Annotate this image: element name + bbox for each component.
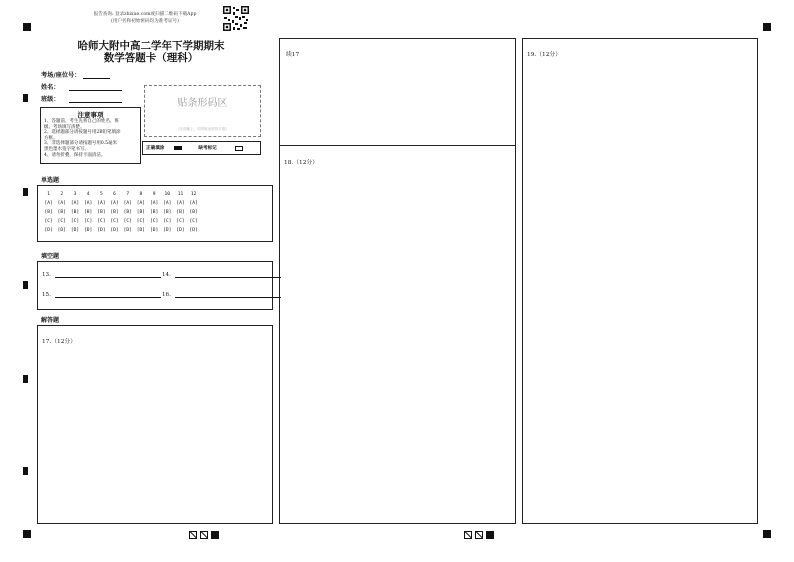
- fill-legend: [142, 141, 261, 155]
- option-b-bubble[interactable]: [B]: [70, 210, 80, 215]
- timing-mark: [23, 94, 28, 102]
- question-17-continued-label: 续17: [286, 52, 300, 58]
- option-c-bubble[interactable]: [C]: [84, 219, 93, 224]
- barcode-area: [144, 85, 261, 137]
- corner-mark: [23, 530, 31, 538]
- divider: [280, 145, 515, 146]
- option-a-bubble[interactable]: [A]: [123, 201, 132, 206]
- page-marks: [189, 531, 219, 539]
- single-choice-grid: [37, 185, 273, 242]
- option-c-bubble[interactable]: [C]: [110, 219, 119, 224]
- choice-number: 2: [60, 192, 64, 197]
- filled-sample: [174, 146, 182, 150]
- fill-blank-heading: 填空题: [41, 253, 60, 260]
- option-d-bubble[interactable]: [D]: [70, 228, 80, 233]
- option-c-bubble[interactable]: [C]: [57, 219, 66, 224]
- question-18-label: 18.（12分）: [284, 160, 318, 166]
- option-d-bubble[interactable]: [D]: [57, 228, 66, 233]
- option-d-bubble[interactable]: [D]: [97, 228, 106, 233]
- option-a-bubble[interactable]: [A]: [176, 201, 185, 206]
- option-a-bubble[interactable]: [A]: [57, 201, 66, 206]
- choice-number-row: [42, 190, 268, 199]
- choice-number: 9: [152, 192, 156, 197]
- corner-mark: [763, 530, 771, 538]
- fill-blank-box: [37, 261, 273, 310]
- single-choice-heading: 单选题: [41, 177, 60, 184]
- blank-14[interactable]: [162, 272, 281, 278]
- notice-line: 4、请勿折叠，保持卡面清洁。: [44, 152, 106, 158]
- option-a-bubble[interactable]: [A]: [44, 201, 53, 206]
- choice-number: 8: [139, 192, 143, 197]
- question-19-label: 19.（12分）: [527, 52, 561, 58]
- option-a-bubble[interactable]: [A]: [110, 201, 119, 206]
- page-title: 哈师大附中高二学年下学期期末: [77, 40, 225, 52]
- option-c-bubble[interactable]: [C]: [97, 219, 106, 224]
- choice-number: 7: [126, 192, 130, 197]
- option-b-bubble[interactable]: [B]: [123, 210, 132, 215]
- option-d-bubble[interactable]: [D]: [110, 228, 119, 233]
- qr-code-icon: [222, 5, 250, 32]
- option-b-bubble[interactable]: [B]: [110, 210, 119, 215]
- choice-number: 6: [113, 192, 116, 197]
- exam-seat-field[interactable]: [41, 70, 110, 79]
- option-b-bubble[interactable]: [B]: [97, 210, 106, 215]
- option-b-bubble[interactable]: [B]: [189, 210, 198, 215]
- option-d-bubble[interactable]: [D]: [136, 228, 146, 233]
- option-a-bubble[interactable]: [A]: [136, 201, 146, 206]
- option-c-bubble[interactable]: [C]: [189, 219, 198, 224]
- crossed-box-icon: [464, 531, 472, 539]
- option-a-bubble[interactable]: [A]: [70, 201, 80, 206]
- corner-mark: [23, 23, 31, 31]
- option-d-bubble[interactable]: [D]: [149, 228, 159, 233]
- notice-heading: 注意事项: [77, 111, 104, 119]
- filled-box-icon: [211, 531, 219, 539]
- option-c-bubble[interactable]: [C]: [44, 219, 53, 224]
- report-note-line2: (用户名和初始密码均为准考证号): [111, 19, 179, 24]
- option-a-bubble[interactable]: [A]: [149, 201, 159, 206]
- answer-heading: 解答题: [41, 317, 60, 324]
- notice-line: 黑色墨水签字笔书写。: [44, 146, 89, 152]
- page-subtitle: 数学答题卡（理科）: [103, 52, 199, 64]
- option-b-bubble[interactable]: [B]: [44, 210, 53, 215]
- exam-seat-label: 考场/座位号：: [41, 72, 81, 79]
- timing-mark: [23, 467, 28, 475]
- option-d-bubble[interactable]: [D]: [189, 228, 198, 233]
- answer-box-19[interactable]: [522, 38, 758, 524]
- barcode-note: (正面朝上，切勿贴出虚线方框): [178, 127, 227, 131]
- blank-13[interactable]: [42, 272, 161, 278]
- option-c-bubble[interactable]: [C]: [136, 219, 146, 224]
- correct-fill-label: 正确填涂: [146, 146, 165, 151]
- absent-checkbox[interactable]: [235, 146, 243, 151]
- blank-number: 16.: [162, 292, 171, 298]
- timing-mark: [23, 281, 28, 289]
- crossed-box-icon: [475, 531, 483, 539]
- notice-line: 1、答题前，考生先将自己的姓名、班: [44, 119, 119, 124]
- notice-line: 2、选择题部分请按题号用2B铅笔填涂: [44, 130, 121, 136]
- blank-number: 15.: [42, 292, 51, 298]
- answer-box-17[interactable]: [37, 325, 273, 524]
- choice-option-row-a: [42, 199, 268, 208]
- crossed-box-icon: [200, 531, 208, 539]
- class-field[interactable]: [41, 94, 122, 103]
- option-a-bubble[interactable]: [A]: [84, 201, 93, 206]
- report-note-line1: 报告查询: 登录zhixue.com或扫描二维码下载App: [93, 12, 197, 17]
- option-d-bubble[interactable]: [D]: [44, 228, 53, 233]
- question-17-label: 17.（12分）: [42, 339, 76, 345]
- option-b-bubble[interactable]: [B]: [84, 210, 93, 215]
- option-c-bubble[interactable]: [C]: [149, 219, 159, 224]
- option-d-bubble[interactable]: [D]: [176, 228, 185, 233]
- option-a-bubble[interactable]: [A]: [189, 201, 198, 206]
- option-b-bubble[interactable]: [B]: [149, 210, 159, 215]
- option-a-bubble[interactable]: [A]: [163, 201, 172, 206]
- option-b-bubble[interactable]: [B]: [57, 210, 66, 215]
- corner-mark: [763, 23, 771, 31]
- option-d-bubble[interactable]: [D]: [163, 228, 172, 233]
- choice-number: 5: [99, 192, 103, 197]
- name-field[interactable]: [41, 82, 122, 91]
- blank-number: 14.: [162, 272, 171, 278]
- choice-number: 3: [73, 192, 77, 197]
- choice-option-row-d: [42, 226, 268, 235]
- option-b-bubble[interactable]: [B]: [163, 210, 172, 215]
- option-b-bubble[interactable]: [B]: [136, 210, 146, 215]
- choice-number: 1: [47, 192, 50, 197]
- absent-mark-label: 缺考标记: [198, 146, 217, 151]
- choice-number: 12: [190, 192, 197, 197]
- option-b-bubble[interactable]: [B]: [176, 210, 185, 215]
- blank-15[interactable]: [42, 292, 161, 298]
- option-c-bubble[interactable]: [C]: [123, 219, 132, 224]
- class-label: 班级：: [41, 96, 60, 103]
- choice-number: 4: [86, 192, 90, 197]
- notice-line: 方框。: [44, 135, 58, 141]
- option-c-bubble[interactable]: [C]: [70, 219, 80, 224]
- middle-column: [279, 38, 516, 524]
- timing-mark: [23, 375, 28, 383]
- blank-16[interactable]: [162, 292, 281, 298]
- barcode-label: 贴条形码区: [177, 98, 228, 109]
- choice-option-row-c: [42, 217, 268, 226]
- choice-number: 10: [164, 192, 171, 197]
- filled-box-icon: [486, 531, 494, 539]
- notice-box: [40, 107, 141, 164]
- option-c-bubble[interactable]: [C]: [163, 219, 172, 224]
- option-c-bubble[interactable]: [C]: [176, 219, 185, 224]
- report-note: [70, 11, 220, 25]
- blank-number: 13.: [42, 272, 51, 278]
- timing-mark: [23, 188, 28, 196]
- option-d-bubble[interactable]: [D]: [123, 228, 132, 233]
- notice-line: 3、非选择题部分请按题号用0.5毫米: [44, 141, 118, 147]
- name-label: 姓名：: [41, 84, 60, 91]
- crossed-box-icon: [189, 531, 197, 539]
- notice-line: 级、考场填写清楚。: [44, 124, 85, 130]
- choice-option-row-b: [42, 208, 268, 217]
- page-marks: [464, 531, 494, 539]
- option-d-bubble[interactable]: [D]: [84, 228, 93, 233]
- option-a-bubble[interactable]: [A]: [97, 201, 106, 206]
- choice-number: 11: [177, 192, 184, 197]
